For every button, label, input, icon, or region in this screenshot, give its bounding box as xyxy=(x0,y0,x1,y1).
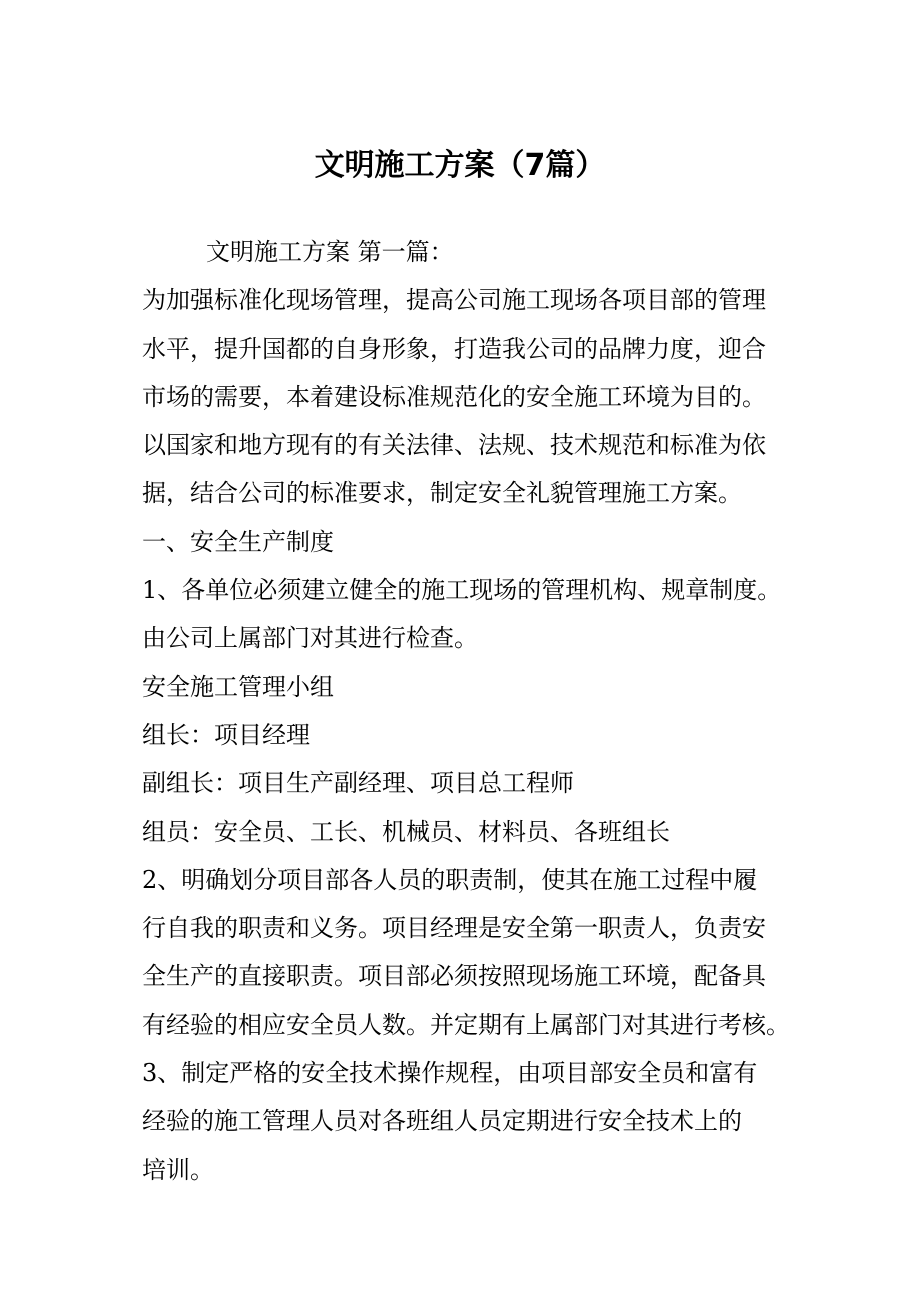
paragraph-line: 行自我的职责和义务。项目经理是安全第一职责人，负责安 xyxy=(142,914,766,943)
paragraph-line: 3、制定严格的安全技术操作规程，由项目部安全员和富有 xyxy=(142,1059,758,1088)
paragraph-line: 2、明确划分项目部各人员的职责制，使其在施工过程中履 xyxy=(142,865,758,894)
group-heading: 安全施工管理小组 xyxy=(142,672,334,701)
paragraph-line: 1、各单位必须建立健全的施工现场的管理机构、规章制度。 xyxy=(142,576,782,605)
paragraph-line: 为加强标准化现场管理，提高公司施工现场各项目部的管理 xyxy=(142,286,766,315)
paragraph-line: 全生产的直接职责。项目部必须按照现场施工环境，配备具 xyxy=(142,962,766,991)
members-line: 组员：安全员、工长、机械员、材料员、各班组长 xyxy=(142,817,670,846)
paragraph-line: 有经验的相应安全员人数。并定期有上属部门对其进行考核。 xyxy=(142,1010,790,1039)
section-heading-safety-system: 一、安全生产制度 xyxy=(142,527,334,556)
paragraph-line: 据，结合公司的标准要求，制定安全礼貌管理施工方案。 xyxy=(142,479,742,508)
paragraph-line: 水平，提升国都的自身形象，打造我公司的品牌力度，迎合 xyxy=(142,334,766,363)
document-body xyxy=(142,228,792,1194)
paragraph-line: 经验的施工管理人员对各班组人员定期进行安全技术上的 xyxy=(142,1107,742,1136)
deputy-leader-line: 副组长：项目生产副经理、项目总工程师 xyxy=(142,769,574,798)
paragraph-line: 以国家和地方现有的有关法律、法规、技术规范和标准为依 xyxy=(142,431,766,460)
paragraph-line: 由公司上属部门对其进行检查。 xyxy=(142,624,478,653)
paragraph-line: 培训。 xyxy=(142,1155,214,1184)
document-title: 文明施工方案（7篇） xyxy=(314,148,606,183)
section-heading-part-one: 文明施工方案 第一篇： xyxy=(206,238,454,266)
paragraph-line: 市场的需要，本着建设标准规范化的安全施工环境为目的。 xyxy=(142,382,766,411)
group-leader-line: 组长：项目经理 xyxy=(142,720,310,749)
